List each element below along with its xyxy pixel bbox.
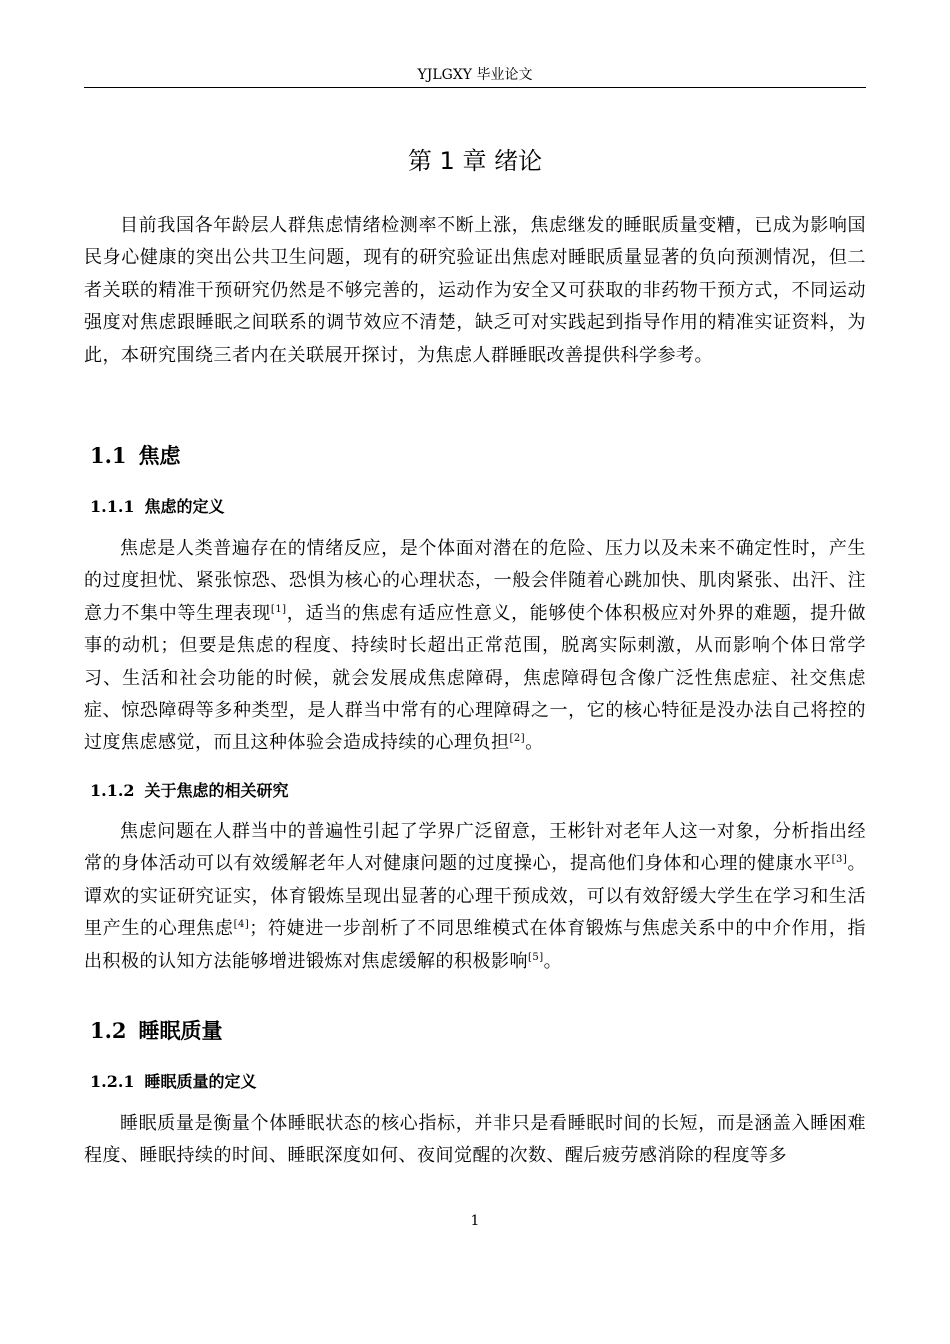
subsection-heading-1-1-2 — [90, 780, 289, 802]
subsection-title: 睡眠质量的定义 — [144, 1072, 257, 1091]
paragraph-text: 。谭欢的实证研究证实，体育锻炼呈现出显著的心理干预成效，可以有效舒缓大学生在学习和生活里产生的心理焦虑 — [84, 853, 867, 940]
intro-paragraph: 目前我国各年龄层人群焦虑情绪检测率不断上涨，焦虑继发的睡眠质量变糟，已成为影响国民身心健康的突出公共卫生问题，现有的研究验证出焦虑对睡眠质量显著的负向预测情况，但二者关联的精准干预研究仍然是不够完善的，运动作为安全又可获取的非药物干预方式，不同运动强度对焦虑跟睡眠之间联系的调节效应不清楚，缺乏可对实践起到指导作用的精准实证资料，为此，本研究围绕三者内在关联展开探讨，为焦虑人群睡眠改善提供科学参考。 — [84, 215, 866, 366]
chapter-title: 第 1 章 绪论 — [407, 147, 543, 175]
definition-paragraph-anxiety — [84, 533, 866, 760]
section-title: 焦虑 — [138, 444, 181, 468]
research-paragraph-anxiety — [84, 816, 866, 978]
header-divider — [84, 87, 866, 88]
page-number: 1 — [470, 1213, 480, 1229]
subsection-number: 1.1.1 — [90, 497, 135, 516]
subsection-number: 1.1.2 — [90, 781, 135, 800]
paragraph-text: 。 — [525, 732, 544, 754]
section-title: 睡眠质量 — [138, 1019, 223, 1043]
citation-ref-1: [1] — [270, 603, 287, 615]
subsection-heading-1-2-1 — [90, 1071, 257, 1093]
section-heading-1-1 — [90, 442, 181, 470]
paragraph-text: ，适当的焦虑有适应性意义，能够使个体积极应对外界的难题，提升做事的动机；但要是焦虑的程度、持续时长超出正常范围，脱离实际刺激，从而影响个体日常学习、生活和社会功能的时候，就会发展成焦虑障碍，焦虑障碍包含像广泛性焦虑症、社交焦虑症、惊恐障碍等多种类型，是人群当中常有的心理障碍之一，它的核心特征是没办法自己将控的过度焦虑感觉，而且这种体验会造成持续的心理负担 — [84, 602, 867, 754]
citation-ref-2: [2] — [509, 733, 526, 745]
definition-paragraph-sleep: 睡眠质量是衡量个体睡眠状态的核心指标，并非只是看睡眠时间的长短，而是涵盖入睡困难程度、睡眠持续的时间、睡眠深度如何、夜间觉醒的次数、醒后疲劳感消除的程度等多 — [84, 1113, 866, 1167]
paragraph-text: 焦虑是人类普遍存在的情绪反应，是个体面对潜在的危险、压力以及未来不确定性时，产生的过度担忧、紧张惊恐、恐惧为核心的心理状态，一般会伴随着心跳加快、肌肉紧张、出汗、注意力不集中等生理表现 — [84, 538, 866, 624]
subsection-number: 1.2.1 — [90, 1072, 135, 1091]
subsection-heading-1-1-1 — [90, 496, 225, 518]
section-number: 1.2 — [90, 1018, 127, 1043]
citation-ref-3: [3] — [831, 854, 848, 866]
citation-ref-4: [4] — [233, 919, 250, 931]
paragraph-text: ；符婕进一步剖析了不同思维模式在体育锻炼与焦虑关系中的中介作用，指出积极的认知方法能够增进锻炼对焦虑缓解的积极影响 — [84, 918, 867, 972]
section-number: 1.1 — [90, 443, 127, 468]
subsection-title: 关于焦虑的相关研究 — [144, 781, 289, 800]
subsection-title: 焦虑的定义 — [144, 497, 225, 516]
paragraph-text: 焦虑问题在人群当中的普遍性引起了学界广泛留意，王彬针对老年人这一对象，分析指出经常的身体活动可以有效缓解老年人对健康问题的过度操心，提高他们身体和心理的健康水平 — [84, 821, 866, 875]
section-heading-1-2 — [90, 1017, 223, 1045]
running-header: YJLGXY 毕业论文 — [417, 67, 533, 83]
paragraph-text: 。 — [543, 950, 563, 972]
citation-ref-5: [5] — [528, 951, 544, 963]
